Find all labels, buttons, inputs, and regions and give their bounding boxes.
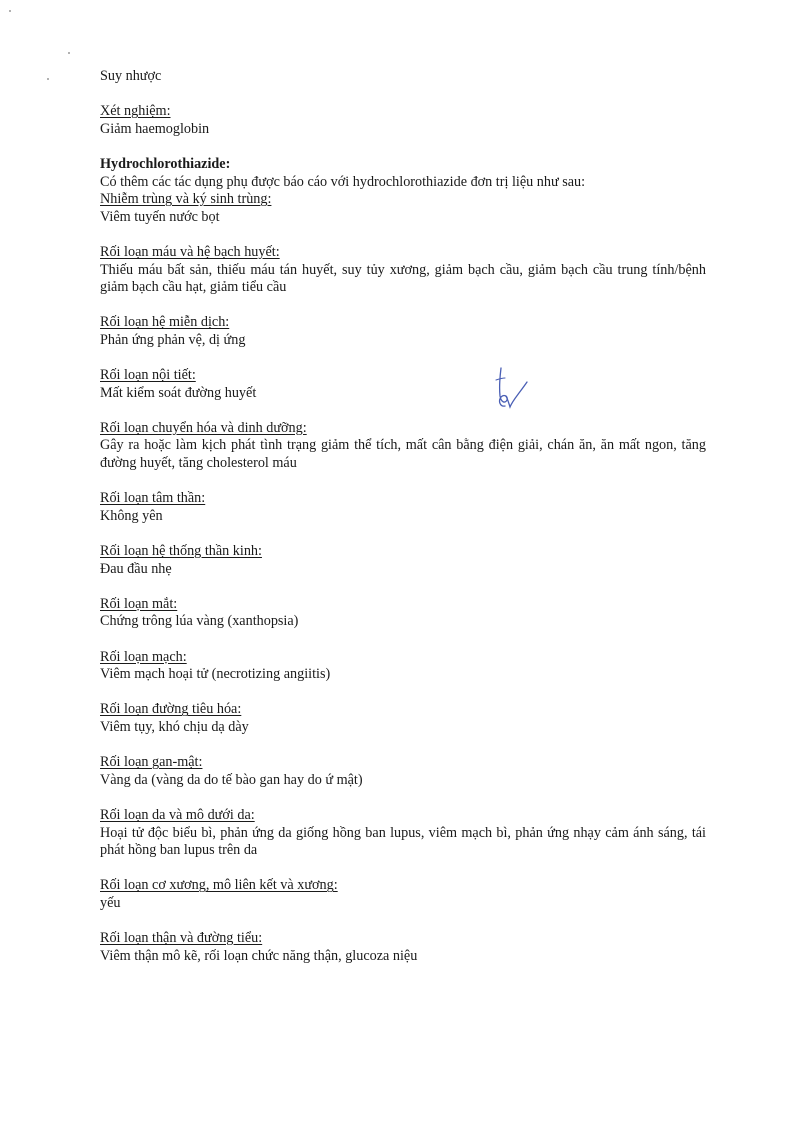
section-immune <box>100 314 706 349</box>
section-text: Hoại tử độc biểu bì, phản ứng da giống hồng ban lupus, viêm mạch bì, phản ứng nhạy cảm ánh sáng, tái phát hồng ban lupus trên da <box>100 824 706 859</box>
drug-intro: Có thêm các tác dụng phụ được báo cáo với hydrochlorothiazide đơn trị liệu như sau: <box>100 173 586 190</box>
section-text: Mất kiểm soát đường huyết <box>100 384 257 401</box>
section-text: Viêm mạch hoại tử (necrotizing angiitis) <box>100 666 331 683</box>
section-heading: Rối loạn hệ miễn dịch: <box>100 314 230 331</box>
section-heading: Rối loạn chuyển hóa và dinh dưỡng: <box>100 419 307 436</box>
section-text: Phản ứng phản vệ, dị ứng <box>100 331 246 348</box>
section-gastrointestinal <box>100 701 706 736</box>
section-text: Không yên <box>100 507 163 524</box>
section-text: Viêm thận mô kẽ, rối loạn chức năng thận, glucoza niệu <box>100 947 418 964</box>
section-endocrine <box>100 367 706 402</box>
handwritten-initials-signature <box>492 366 528 416</box>
section-heading: Rối loạn mạch: <box>100 648 187 665</box>
section-heading: Rối loạn tâm thần: <box>100 490 206 507</box>
section-eye <box>100 596 706 631</box>
section-skin <box>100 807 706 860</box>
lab-text: Giảm haemoglobin <box>100 120 210 137</box>
section-psychiatric <box>100 490 706 525</box>
section-hepatobiliary <box>100 754 706 789</box>
section-blood-lymphatic <box>100 244 706 297</box>
scan-speck <box>47 78 49 80</box>
section-text: Vàng da (vàng da do tế bào gan hay do ứ mật) <box>100 771 363 788</box>
section-heading: Rối loạn hệ thống thần kinh: <box>100 543 262 560</box>
section-nervous-system <box>100 543 706 578</box>
section-heading: Nhiễm trùng và ký sinh trùng: <box>100 191 272 208</box>
section-vascular <box>100 649 706 684</box>
section-heading: Rối loạn mắt: <box>100 595 178 612</box>
lab-heading: Xét nghiệm: <box>100 103 171 120</box>
section-text: Viêm tuyến nước bọt <box>100 208 220 225</box>
section-text: yếu <box>100 894 121 911</box>
section-metabolism <box>100 420 706 473</box>
document-body <box>100 68 706 965</box>
intro-line: Suy nhược <box>100 68 162 84</box>
section-heading: Rối loạn da và mô dưới da: <box>100 806 255 823</box>
section-heading: Rối loạn gan-mật: <box>100 754 203 771</box>
section-text: Gây ra hoặc làm kịch phát tình trạng giảm thể tích, mất cân bằng điện giải, chán ăn, ăn mất ngon, tăng đường huyết, tăng cholesterol máu <box>100 437 706 472</box>
section-text: Thiếu máu bất sản, thiếu máu tán huyết, suy tủy xương, giảm bạch cầu, giảm bạch cầu trung tính/bệnh giảm bạch cầu hạt, giảm tiểu cầu <box>100 261 706 296</box>
section-heading: Rối loạn cơ xương, mô liên kết và xương: <box>100 877 338 894</box>
section-infections <box>100 191 706 226</box>
section-text: Viêm tụy, khó chịu dạ dày <box>100 718 249 735</box>
section-heading: Rối loạn nội tiết: <box>100 367 196 384</box>
section-musculoskeletal <box>100 877 706 912</box>
section-heading: Rối loạn đường tiêu hóa: <box>100 701 242 718</box>
section-heading: Rối loạn máu và hệ bạch huyết: <box>100 243 280 260</box>
section-renal-urinary <box>100 930 706 965</box>
section-text: Đau đầu nhẹ <box>100 560 172 577</box>
drug-name: Hydrochlorothiazide: <box>100 155 231 172</box>
section-text: Chứng trông lúa vàng (xanthopsia) <box>100 613 299 630</box>
section-heading: Rối loạn thận và đường tiểu: <box>100 930 263 947</box>
scan-speck <box>68 52 70 54</box>
scan-speck <box>9 10 11 12</box>
